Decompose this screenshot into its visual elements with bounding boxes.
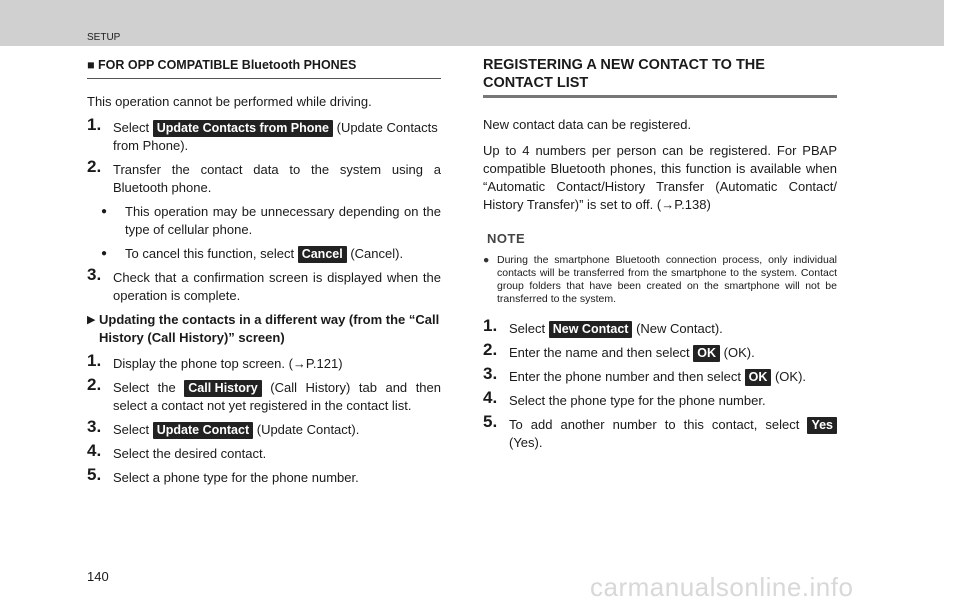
paragraph-1: New contact data can be registered. (483, 117, 692, 132)
step-text-pre: Enter the name and then select (509, 345, 694, 360)
triangle-right-icon: ▶ (87, 314, 96, 326)
page-number: 140 (87, 569, 109, 584)
step-text: Check that a confirmation screen is displayed when the operation is complete. (113, 270, 441, 303)
bullet-dot-icon: ● (483, 254, 490, 266)
ok-button[interactable]: OK (745, 369, 772, 386)
cancel-button[interactable]: Cancel (298, 246, 347, 263)
bullet-item (87, 203, 441, 239)
step-number: 2. (87, 375, 102, 394)
square-bullet-icon: ■ (87, 58, 95, 72)
header-bar (0, 0, 944, 46)
step-text-pre: Enter the phone number and then select (509, 369, 745, 384)
update-contact-button[interactable]: Update Contact (153, 422, 253, 439)
update-contacts-from-phone-button[interactable]: Update Contacts from Phone (153, 120, 333, 137)
step-number: 1. (483, 316, 498, 335)
step-text-pre: To add another number to this contact, select (509, 417, 808, 432)
step-item (483, 412, 837, 452)
step-item (87, 115, 441, 155)
step-text-pre: Select the (113, 380, 185, 395)
step-item (483, 316, 837, 338)
step-text-post: (Yes). (509, 435, 543, 450)
step-item (483, 388, 837, 410)
step-number: 4. (87, 441, 102, 460)
step-number: 5. (87, 465, 102, 484)
step-item (87, 441, 441, 463)
step-text-post: (OK). (771, 369, 807, 384)
step-text-pre: Select (509, 321, 549, 336)
step-item (87, 417, 441, 439)
step-item (483, 340, 837, 362)
step-text-post: (Update Contact). (253, 422, 360, 437)
bullet-text-pre: To cancel this function, select (125, 246, 298, 261)
paragraph-2: Up to 4 numbers per person can be registered. For PBAP compatible Bluetooth phones, this function is available when “Automatic Contact/History Transfer (Automatic Contact/ History Transfer)” is set to off. (→P.138) (483, 143, 837, 212)
call-history-tab-button[interactable]: Call History (184, 380, 261, 397)
note-item (483, 254, 837, 306)
section-label: SETUP (87, 32, 121, 43)
step-text-post: (Update Contacts from Phone). (113, 120, 438, 153)
bullet-item (87, 245, 441, 263)
bullet-text: This operation may be unnecessary depending on the type of cellular phone. (125, 204, 441, 237)
bullet-dot-icon: ● (101, 248, 108, 259)
intro-text: This operation cannot be performed while driving. (87, 94, 372, 109)
step-number: 2. (87, 157, 102, 176)
yes-button[interactable]: Yes (807, 417, 837, 434)
subheading-text: Updating the contacts in a different way (from the “Call History (Call History)” screen) (99, 312, 440, 345)
bullet-text-post: (Cancel). (346, 246, 404, 261)
step-number: 1. (87, 351, 102, 370)
step-number: 2. (483, 340, 498, 359)
new-contact-button[interactable]: New Contact (549, 321, 633, 338)
step-number: 3. (87, 265, 102, 284)
step-text-post: (OK). (720, 345, 755, 360)
subheading (87, 311, 441, 347)
step-text: Display the phone top screen. (→P.121) (113, 356, 343, 371)
step-item (87, 351, 441, 373)
step-text: Select a phone type for the phone number. (113, 470, 359, 485)
step-item (87, 265, 441, 305)
step-text-pre: Select (113, 120, 153, 135)
left-column (87, 56, 441, 493)
step-text: Select the phone type for the phone number. (509, 393, 766, 408)
step-number: 3. (87, 417, 102, 436)
step-item (87, 157, 441, 197)
note-heading: NOTE (487, 231, 526, 246)
step-item (87, 465, 441, 487)
step-text-post: (Call History) tab and then select a contact not yet registered in the contact list. (113, 380, 441, 413)
step-number: 1. (87, 115, 102, 134)
section-title-opp (87, 56, 441, 79)
step-number: 3. (483, 364, 498, 383)
step-item (483, 364, 837, 386)
step-item (87, 375, 441, 415)
section-title-text: FOR OPP COMPATIBLE Bluetooth PHONES (98, 58, 357, 72)
step-number: 4. (483, 388, 498, 407)
bullet-dot-icon: ● (101, 206, 108, 217)
step-text: Transfer the contact data to the system using a Bluetooth phone. (113, 162, 441, 195)
right-column (483, 56, 837, 458)
watermark: carmanualsonline.info (590, 572, 854, 602)
note-text: During the smartphone Bluetooth connection process, only individual contacts will be transferred from the smartphone to the system. Contact group folders that have been created on the smartphone will not be transferred to the system. (497, 254, 837, 305)
step-number: 5. (483, 412, 498, 431)
ok-button[interactable]: OK (693, 345, 720, 362)
section-title-register: REGISTERING A NEW CONTACT TO THE CONTACT LIST (483, 56, 837, 98)
step-text-pre: Select (113, 422, 153, 437)
right-gutter (944, 0, 960, 611)
step-text-post: (New Contact). (632, 321, 723, 336)
step-text: Select the desired contact. (113, 446, 267, 461)
